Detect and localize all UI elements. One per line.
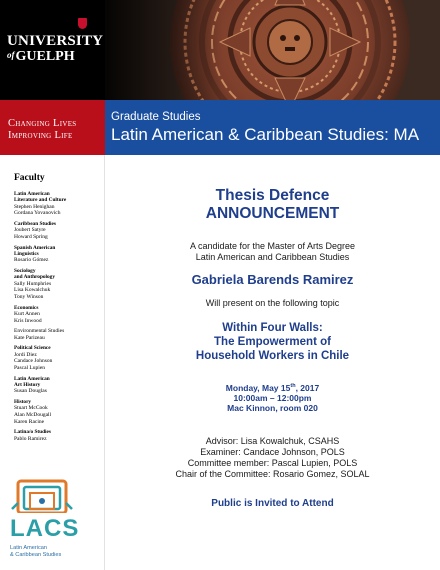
- faculty-list: [14, 191, 102, 446]
- faculty-group: Latin American Art History Susan Douglas: [14, 375, 50, 395]
- program-band: [105, 100, 440, 155]
- lacs-logo-subtitle: Latin American & Caribbean Studies: [10, 545, 62, 558]
- event-time: 10:00am – 12:00pm: [233, 392, 312, 403]
- program-title: Latin American & Caribbean Studies: MA: [111, 125, 420, 144]
- candidate-name: Gabriela Barends Ramirez: [191, 272, 354, 287]
- event-date: Monday, May 15th, 2017: [225, 382, 320, 393]
- committee-member: Committee member: Pascal Lupien, POLS: [187, 458, 358, 468]
- program-subtitle: Graduate Studies: [111, 111, 201, 123]
- public-notice: Public is Invited to Attend: [211, 498, 334, 509]
- faculty-group: Political Science Jordi Diez Candace Johnson Pascal Lupien: [14, 345, 53, 371]
- event-location: Mac Kinnon, room 020: [227, 402, 318, 413]
- crest-icon: [78, 18, 87, 29]
- slogan: Changing Lives Improving Life: [8, 118, 77, 141]
- candidate-description: A candidate for the Master of Arts Degree Latin American and Caribbean Studies: [189, 241, 356, 262]
- faculty-heading: Faculty: [14, 173, 45, 183]
- lacs-emblem-icon: [10, 479, 74, 513]
- faculty-group: History Stuart McCook Alan McDougall Karen Racine: [14, 398, 52, 425]
- faculty-group: Caribbean Studies Joubert Satyre Howard Spring: [14, 221, 56, 240]
- advisor: Advisor: Lisa Kowalchuk, CSAHS: [205, 436, 340, 446]
- faculty-group: Latin American Literature and Culture Stephen Henighan Gordana Yovanovich: [14, 191, 67, 217]
- university-logo: [0, 0, 105, 100]
- university-name-line1: UNIVERSITY: [7, 33, 104, 49]
- lacs-logo-text: LACS: [10, 515, 80, 542]
- committee-list: [105, 436, 440, 480]
- faculty-group: Sociology and Anthropology Sally Humphries Lisa Kowalchuk Tony Winson: [14, 268, 55, 300]
- faculty-group: Economics Kurt Annen Kris Inwood: [14, 304, 42, 324]
- faculty-group: Spanish American Linguistics Rosario Gómez: [14, 244, 56, 264]
- examiner: Examiner: Candace Johnson, POLS: [200, 447, 345, 457]
- announcement: [105, 155, 440, 570]
- event-details: [105, 381, 440, 413]
- slogan-band: [0, 100, 105, 155]
- present-text: Will present on the following topic: [205, 298, 340, 308]
- faculty-sidebar: [0, 155, 105, 570]
- top-banner: [0, 0, 440, 100]
- lacs-logo: [6, 479, 102, 567]
- faculty-group: Latina/o Studies Pablo Ramirez: [14, 429, 51, 442]
- thesis-topic: Within Four Walls: The Empowerment of Household Workers in Chile: [195, 322, 350, 362]
- announcement-title: Thesis Defence ANNOUNCEMENT: [205, 187, 340, 222]
- aztec-calendar-image: [105, 0, 440, 100]
- university-name-line2: ofGUELPH: [7, 49, 75, 64]
- faculty-group: Environmental Studies Kate Parizeau: [14, 328, 65, 341]
- committee-chair: Chair of the Committee: Rosario Gomez, SOLAL: [175, 469, 370, 479]
